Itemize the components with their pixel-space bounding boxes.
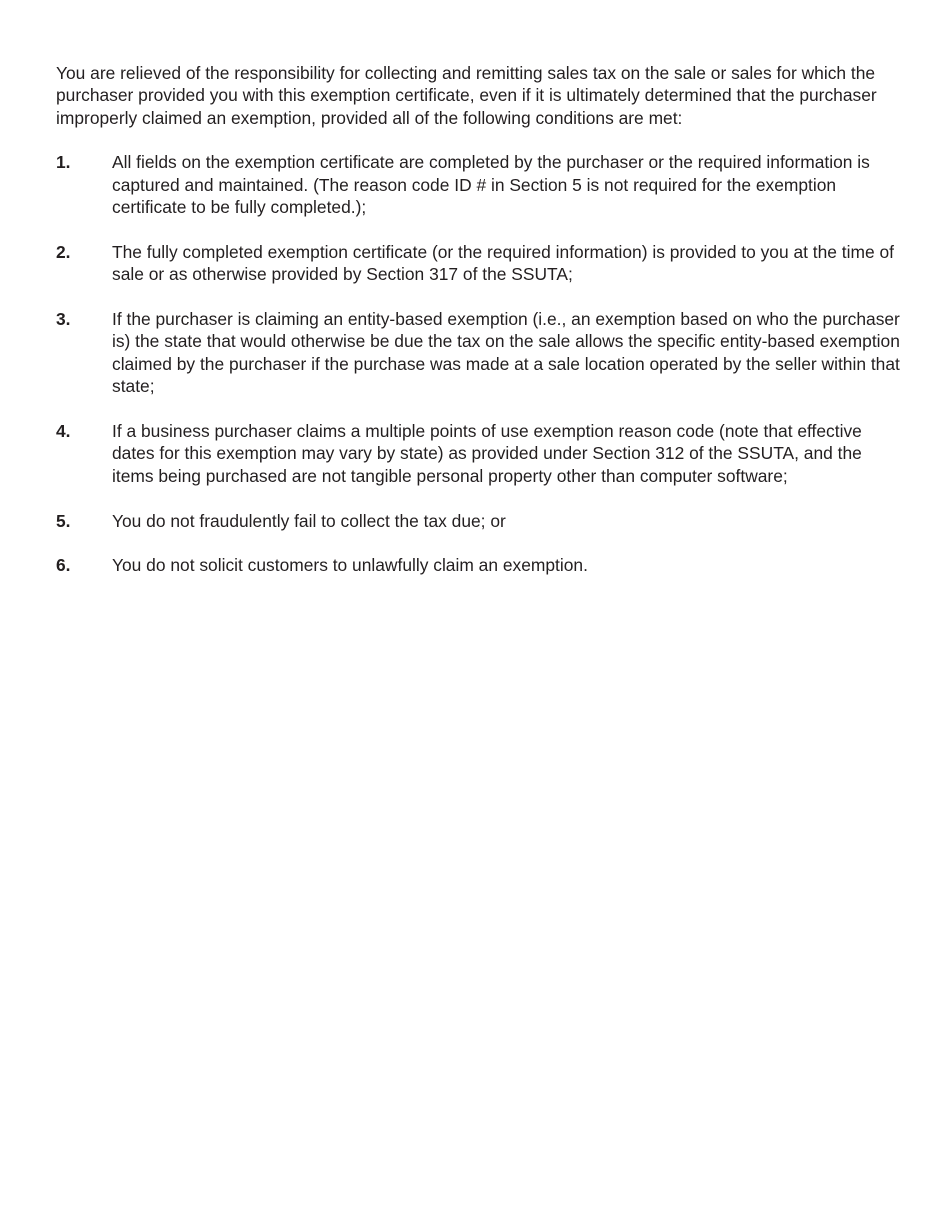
- condition-text: You do not fraudulently fail to collect the tax due; or: [112, 510, 506, 531]
- condition-text: If a business purchaser claims a multiple points of use exemption reason code (note that effective dates for this exemption may vary by state) as provided under Section 312 of the SSUTA, and the items being purchased are not tangible personal property other than computer software;: [112, 421, 862, 486]
- condition-item-5: [56, 510, 900, 532]
- conditions-list: [56, 151, 900, 577]
- condition-item-6: [56, 554, 900, 576]
- condition-text: You do not solicit customers to unlawfully claim an exemption.: [112, 555, 588, 576]
- condition-number: 3.: [56, 309, 71, 330]
- condition-item-2: [56, 241, 900, 286]
- condition-item-1: [56, 151, 900, 218]
- intro-paragraph: You are relieved of the responsibility for collecting and remitting sales tax on the sale or sales for which the purchaser provided you with this exemption certificate, even if it is ultimately determined that the purchaser improperly claimed an exemption, provided all of the following conditions are met:: [56, 63, 877, 128]
- condition-text: The fully completed exemption certificate (or the required information) is provided to you at the time of sale or as otherwise provided by Section 317 of the SSUTA;: [112, 241, 894, 285]
- condition-number: 5.: [56, 510, 71, 531]
- condition-item-3: [56, 308, 900, 398]
- condition-item-4: [56, 420, 900, 487]
- condition-number: 6.: [56, 555, 71, 576]
- condition-text: If the purchaser is claiming an entity-based exemption (i.e., an exemption based on who the purchaser is) the state that would otherwise be due the tax on the sale allows the specific entity-based exemption claimed by the purchaser if the purchase was made at a sale location operated by the seller within that state;: [112, 309, 900, 397]
- condition-number: 4.: [56, 421, 71, 442]
- condition-number: 1.: [56, 152, 71, 173]
- condition-text: All fields on the exemption certificate are completed by the purchaser or the required information is captured and maintained. (The reason code ID # in Section 5 is not required for the exemption certificate to be fully completed.);: [112, 152, 870, 218]
- condition-number: 2.: [56, 241, 71, 262]
